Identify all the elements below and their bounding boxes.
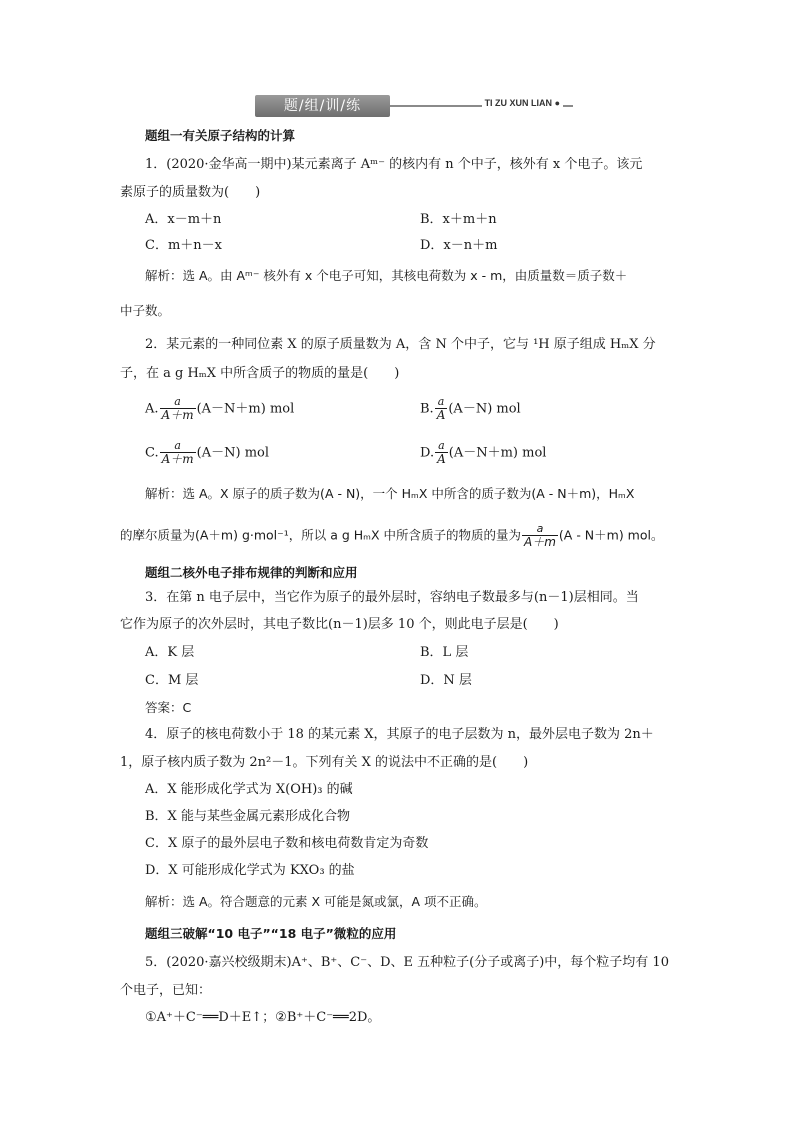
q2-option-d-expr: (A－N＋m) mol bbox=[448, 445, 547, 461]
q1-option-c: C．m＋n－x bbox=[145, 238, 222, 253]
banner-subtitle: TI ZU XUN LIAN ● bbox=[482, 98, 563, 108]
q3-option-c: C．M 层 bbox=[145, 673, 199, 688]
q2-option-c-letter: C. bbox=[145, 445, 159, 461]
section-banner bbox=[255, 95, 573, 117]
q3-line2: 它作为原子的次外层时，其电子数比(n－1)层多 10 个，则此电子层是( ) bbox=[120, 617, 559, 632]
q5-line2: 个电子，已知： bbox=[120, 983, 212, 998]
q2-option-a-expr: (A－N＋m) mol bbox=[196, 401, 295, 417]
q1-option-b: B．x＋m＋n bbox=[420, 212, 497, 227]
q3-answer: 答案：C bbox=[145, 700, 192, 715]
q1-analysis-line1: 解析：选 A。由 Aᵐ⁻ 核外有 x 个电子可知，其核电荷数为 x - m，由质量数＝质子数＋ bbox=[145, 268, 628, 283]
group3-heading: 题组三破解“10 电子”“18 电子”微粒的应用 bbox=[145, 926, 397, 941]
q5-line1: 5．(2020·嘉兴校级期末)A⁺、B⁺、C⁻、D、E 五种粒子(分子或离子)中，每个粒子均有 10 bbox=[145, 955, 669, 970]
q2-analysis-line2 bbox=[120, 523, 663, 549]
q2-analysis-text: 的摩尔质量为(A＋m) g·mol⁻¹，所以 a g HₘX 中所含质子的物质的量为 bbox=[120, 527, 522, 543]
q3-option-d: D．N 层 bbox=[420, 673, 472, 688]
q3-option-a: A．K 层 bbox=[145, 645, 195, 660]
q3-option-b: B．L 层 bbox=[420, 645, 469, 660]
group2-heading: 题组二核外电子排布规律的判断和应用 bbox=[145, 565, 358, 580]
q1-analysis-line2: 中子数。 bbox=[120, 303, 171, 318]
q4-line2: 1，原子核内质子数为 2n²－1。下列有关 X 的说法中不正确的是( ) bbox=[120, 755, 529, 770]
q2-option-c-expr: (A－N) mol bbox=[196, 445, 270, 461]
q2-line1: 2．某元素的一种同位素 X 的原子质量数为 A，含 N 个中子，它与 ¹H 原子组成 HₘX 分 bbox=[145, 337, 656, 352]
fraction-a-over-a-plus-m: $\frac{a}{A+m}$ bbox=[161, 395, 194, 422]
q2-line2: 子，在 a g HₘX 中所含质子的物质的量是( ) bbox=[120, 366, 400, 381]
q4-option-c: C．X 原子的最外层电子数和核电荷数肯定为奇数 bbox=[145, 836, 429, 851]
q2-option-b-expr: (A－N) mol bbox=[448, 401, 521, 417]
fraction-a-over-a-plus-m: $\frac{a}{A+m}$ bbox=[524, 522, 556, 549]
q2-analysis-expr: (A - N＋m) mol。 bbox=[558, 527, 664, 543]
q2-option-c bbox=[145, 440, 269, 466]
q2-option-b bbox=[420, 396, 521, 422]
q2-analysis-line1: 解析：选 A。X 原子的质子数为(A - N)，一个 HₘX 中所含的质子数为(A - N＋m)，HₘX bbox=[145, 486, 635, 501]
q2-option-b-letter: B. bbox=[420, 401, 434, 417]
q4-option-d: D．X 可能形成化学式为 KXO₃ 的盐 bbox=[145, 863, 355, 878]
q4-line1: 4．原子的核电荷数小于 18 的某元素 X，其原子的电子层数为 n，最外层电子数为 2n＋ bbox=[145, 727, 654, 742]
fraction-a-over-a-plus-m: $\frac{a}{A+m}$ bbox=[161, 439, 194, 466]
q4-analysis: 解析：选 A。符合题意的元素 X 可能是氮或氯，A 项不正确。 bbox=[145, 894, 487, 909]
group1-heading: 题组一有关原子结构的计算 bbox=[145, 128, 296, 143]
q1-option-d: D．x－n＋m bbox=[420, 238, 498, 253]
q2-option-a-letter: A. bbox=[145, 401, 159, 417]
q1-line1: 1．(2020·金华高一期中)某元素离子 Aᵐ⁻ 的核内有 n 个中子，核外有 x 个电子。该元 bbox=[145, 157, 643, 172]
q2-option-a bbox=[145, 396, 294, 422]
q3-line1: 3．在第 n 电子层中，当它作为原子的最外层时，容纳电子数最多与(n－1)层相同。当 bbox=[145, 590, 639, 605]
q2-option-d-letter: D. bbox=[420, 445, 435, 461]
q1-option-a: A．x－m＋n bbox=[145, 212, 222, 227]
fraction-a-over-a: $\frac{a}{A}$ bbox=[437, 439, 446, 466]
fraction-a-over-a: $\frac{a}{A}$ bbox=[436, 395, 446, 422]
q2-option-d bbox=[420, 440, 546, 466]
q1-line2: 素原子的质量数为( ) bbox=[120, 185, 261, 200]
q4-option-b: B．X 能与某些金属元素形成化合物 bbox=[145, 809, 350, 824]
q4-option-a: A．X 能形成化学式为 X(OH)₃ 的碱 bbox=[145, 782, 353, 797]
q5-line3: ①A⁺＋C⁻══D＋E↑；②B⁺＋C⁻══2D。 bbox=[145, 1010, 381, 1025]
banner-title: 题/组/训/练 bbox=[283, 98, 362, 114]
